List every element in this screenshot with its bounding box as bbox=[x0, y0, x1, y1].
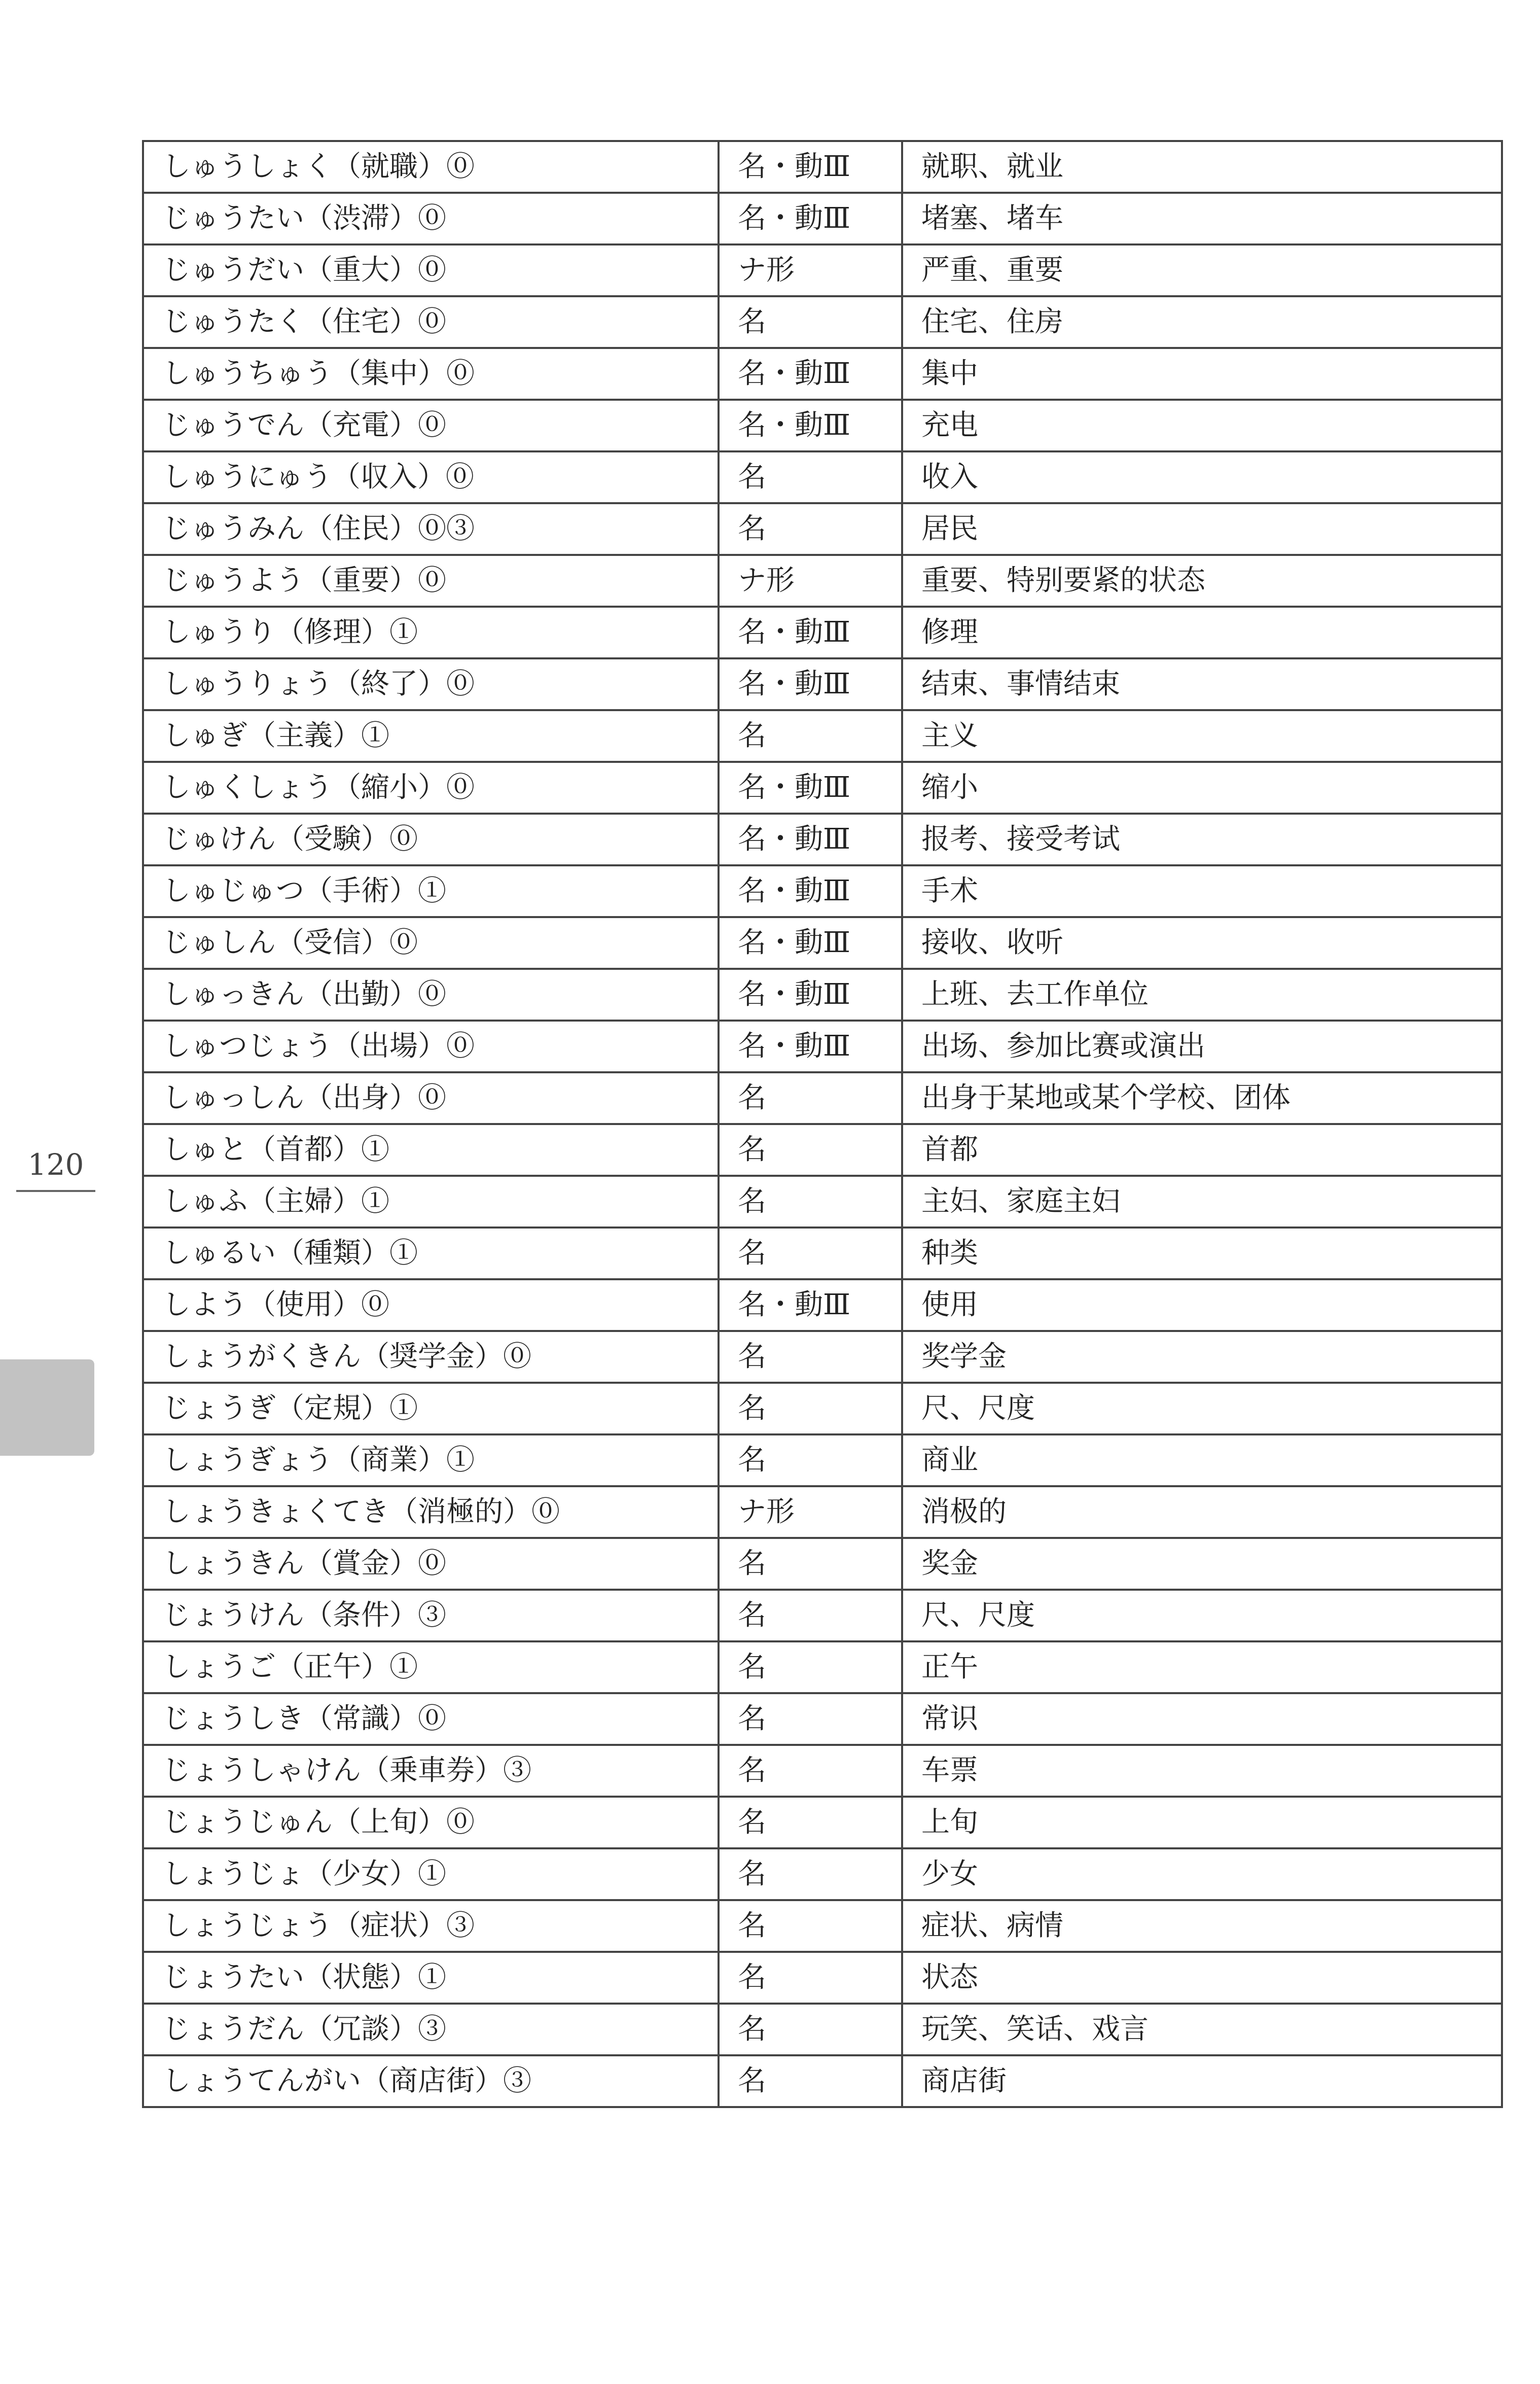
entry-reading: しょうご（正午）① bbox=[143, 1641, 719, 1693]
entry-meaning: 商店街 bbox=[902, 2055, 1502, 2107]
entry-reading: しゅうしょく（就職）⓪ bbox=[143, 141, 719, 193]
entry-part-of-speech: 名 bbox=[719, 1072, 902, 1124]
table-row bbox=[143, 1072, 1502, 1124]
entry-meaning: 商业 bbox=[902, 1434, 1502, 1486]
entry-part-of-speech: 名・動Ⅲ bbox=[719, 607, 902, 658]
entry-meaning: 报考、接受考试 bbox=[902, 814, 1502, 865]
entry-part-of-speech: 名 bbox=[719, 1434, 902, 1486]
table-row bbox=[143, 814, 1502, 865]
entry-meaning: 状态 bbox=[902, 1952, 1502, 2004]
entry-reading: じょうぎ（定規）① bbox=[143, 1383, 719, 1434]
entry-reading: じゅしん（受信）⓪ bbox=[143, 917, 719, 969]
entry-reading: しゅうちゅう（集中）⓪ bbox=[143, 348, 719, 400]
table-row bbox=[143, 865, 1502, 917]
entry-part-of-speech: 名 bbox=[719, 1176, 902, 1228]
entry-part-of-speech: 名 bbox=[719, 1538, 902, 1590]
entry-meaning: 正午 bbox=[902, 1641, 1502, 1693]
vocabulary-table-body bbox=[143, 141, 1502, 2107]
entry-part-of-speech: ナ形 bbox=[719, 1486, 902, 1538]
entry-meaning: 修理 bbox=[902, 607, 1502, 658]
entry-meaning: 严重、重要 bbox=[902, 244, 1502, 296]
table-row bbox=[143, 1900, 1502, 1952]
entry-part-of-speech: 名・動Ⅲ bbox=[719, 969, 902, 1021]
entry-meaning: 车票 bbox=[902, 1745, 1502, 1797]
table-row bbox=[143, 193, 1502, 244]
table-row bbox=[143, 1848, 1502, 1900]
entry-reading: じょうしゃけん（乗車券）③ bbox=[143, 1745, 719, 1797]
entry-part-of-speech: 名・動Ⅲ bbox=[719, 1279, 902, 1331]
table-row bbox=[143, 1228, 1502, 1279]
table-row bbox=[143, 1383, 1502, 1434]
entry-reading: しゅっしん（出身）⓪ bbox=[143, 1072, 719, 1124]
entry-reading: しょうてんがい（商店街）③ bbox=[143, 2055, 719, 2107]
entry-part-of-speech: 名・動Ⅲ bbox=[719, 917, 902, 969]
entry-part-of-speech: 名 bbox=[719, 1693, 902, 1745]
table-row bbox=[143, 1486, 1502, 1538]
entry-part-of-speech: 名 bbox=[719, 451, 902, 503]
table-row bbox=[143, 503, 1502, 555]
entry-part-of-speech: 名・動Ⅲ bbox=[719, 348, 902, 400]
entry-reading: しょうきん（賞金）⓪ bbox=[143, 1538, 719, 1590]
entry-part-of-speech: 名・動Ⅲ bbox=[719, 1021, 902, 1072]
table-row bbox=[143, 607, 1502, 658]
entry-meaning: 居民 bbox=[902, 503, 1502, 555]
entry-meaning: 奖金 bbox=[902, 1538, 1502, 1590]
entry-part-of-speech: 名 bbox=[719, 710, 902, 762]
vocabulary-table bbox=[142, 140, 1503, 2108]
entry-meaning: 收入 bbox=[902, 451, 1502, 503]
entry-reading: しゅつじょう（出場）⓪ bbox=[143, 1021, 719, 1072]
entry-reading: しょうじょ（少女）① bbox=[143, 1848, 719, 1900]
table-row bbox=[143, 1279, 1502, 1331]
entry-reading: じょうしき（常識）⓪ bbox=[143, 1693, 719, 1745]
table-row bbox=[143, 451, 1502, 503]
entry-meaning: 首都 bbox=[902, 1124, 1502, 1176]
entry-reading: しゅくしょう（縮小）⓪ bbox=[143, 762, 719, 814]
entry-meaning: 结束、事情结束 bbox=[902, 658, 1502, 710]
entry-reading: しゅうにゅう（収入）⓪ bbox=[143, 451, 719, 503]
table-row bbox=[143, 1124, 1502, 1176]
entry-reading: じゅうたく（住宅）⓪ bbox=[143, 296, 719, 348]
entry-part-of-speech: 名 bbox=[719, 1641, 902, 1693]
entry-reading: じょうじゅん（上旬）⓪ bbox=[143, 1797, 719, 1848]
entry-meaning: 玩笑、笑话、戏言 bbox=[902, 2004, 1502, 2055]
table-row bbox=[143, 1797, 1502, 1848]
entry-reading: じょうたい（状態）① bbox=[143, 1952, 719, 2004]
page-number-rule bbox=[16, 1190, 95, 1192]
entry-part-of-speech: 名・動Ⅲ bbox=[719, 814, 902, 865]
entry-part-of-speech: 名・動Ⅲ bbox=[719, 865, 902, 917]
entry-reading: しゅふ（主婦）① bbox=[143, 1176, 719, 1228]
entry-meaning: 上班、去工作单位 bbox=[902, 969, 1502, 1021]
table-row bbox=[143, 1693, 1502, 1745]
entry-part-of-speech: 名 bbox=[719, 503, 902, 555]
entry-part-of-speech: 名 bbox=[719, 1848, 902, 1900]
page-number: 120 bbox=[27, 1147, 84, 1182]
entry-reading: しょうがくきん（奨学金）⓪ bbox=[143, 1331, 719, 1383]
entry-reading: しゅぎ（主義）① bbox=[143, 710, 719, 762]
entry-meaning: 堵塞、堵车 bbox=[902, 193, 1502, 244]
table-row bbox=[143, 1434, 1502, 1486]
entry-meaning: 就职、就业 bbox=[902, 141, 1502, 193]
entry-part-of-speech: 名・動Ⅲ bbox=[719, 193, 902, 244]
entry-meaning: 症状、病情 bbox=[902, 1900, 1502, 1952]
entry-meaning: 充电 bbox=[902, 400, 1502, 451]
table-row bbox=[143, 1745, 1502, 1797]
entry-reading: しゅじゅつ（手術）① bbox=[143, 865, 719, 917]
entry-meaning: 出身于某地或某个学校、团体 bbox=[902, 1072, 1502, 1124]
entry-reading: じゅけん（受験）⓪ bbox=[143, 814, 719, 865]
entry-reading: しよう（使用）⓪ bbox=[143, 1279, 719, 1331]
table-row bbox=[143, 1538, 1502, 1590]
table-row bbox=[143, 658, 1502, 710]
entry-meaning: 缩小 bbox=[902, 762, 1502, 814]
table-row bbox=[143, 710, 1502, 762]
entry-meaning: 尺、尺度 bbox=[902, 1383, 1502, 1434]
entry-reading: じゅうよう（重要）⓪ bbox=[143, 555, 719, 607]
entry-part-of-speech: 名 bbox=[719, 296, 902, 348]
entry-meaning: 种类 bbox=[902, 1228, 1502, 1279]
entry-meaning: 主妇、家庭主妇 bbox=[902, 1176, 1502, 1228]
entry-reading: しゅるい（種類）① bbox=[143, 1228, 719, 1279]
entry-meaning: 常识 bbox=[902, 1693, 1502, 1745]
entry-meaning: 少女 bbox=[902, 1848, 1502, 1900]
entry-part-of-speech: 名 bbox=[719, 1228, 902, 1279]
table-row bbox=[143, 762, 1502, 814]
entry-reading: しゅっきん（出勤）⓪ bbox=[143, 969, 719, 1021]
entry-meaning: 手术 bbox=[902, 865, 1502, 917]
table-row bbox=[143, 141, 1502, 193]
entry-part-of-speech: 名 bbox=[719, 1900, 902, 1952]
table-row bbox=[143, 1176, 1502, 1228]
entry-reading: しゅうりょう（終了）⓪ bbox=[143, 658, 719, 710]
entry-reading: じょうけん（条件）③ bbox=[143, 1590, 719, 1641]
entry-part-of-speech: 名 bbox=[719, 2055, 902, 2107]
entry-meaning: 上旬 bbox=[902, 1797, 1502, 1848]
chapter-side-tab bbox=[0, 1359, 94, 1456]
entry-meaning: 消极的 bbox=[902, 1486, 1502, 1538]
entry-part-of-speech: 名 bbox=[719, 1331, 902, 1383]
entry-meaning: 奖学金 bbox=[902, 1331, 1502, 1383]
table-row bbox=[143, 400, 1502, 451]
entry-reading: じょうだん（冗談）③ bbox=[143, 2004, 719, 2055]
entry-meaning: 住宅、住房 bbox=[902, 296, 1502, 348]
entry-reading: じゅうたい（渋滞）⓪ bbox=[143, 193, 719, 244]
entry-part-of-speech: 名・動Ⅲ bbox=[719, 762, 902, 814]
entry-part-of-speech: 名・動Ⅲ bbox=[719, 141, 902, 193]
table-row bbox=[143, 244, 1502, 296]
table-row bbox=[143, 2055, 1502, 2107]
entry-part-of-speech: 名・動Ⅲ bbox=[719, 400, 902, 451]
entry-part-of-speech: 名 bbox=[719, 1952, 902, 2004]
entry-reading: しゅと（首都）① bbox=[143, 1124, 719, 1176]
entry-reading: しゅうり（修理）① bbox=[143, 607, 719, 658]
entry-part-of-speech: 名 bbox=[719, 1383, 902, 1434]
table-row bbox=[143, 1641, 1502, 1693]
table-row bbox=[143, 969, 1502, 1021]
entry-part-of-speech: 名 bbox=[719, 1797, 902, 1848]
entry-part-of-speech: 名 bbox=[719, 2004, 902, 2055]
table-row bbox=[143, 917, 1502, 969]
entry-part-of-speech: 名 bbox=[719, 1590, 902, 1641]
table-row bbox=[143, 555, 1502, 607]
entry-reading: じゅうみん（住民）⓪③ bbox=[143, 503, 719, 555]
entry-meaning: 接收、收听 bbox=[902, 917, 1502, 969]
entry-meaning: 重要、特别要紧的状态 bbox=[902, 555, 1502, 607]
entry-reading: じゅうでん（充電）⓪ bbox=[143, 400, 719, 451]
table-row bbox=[143, 1331, 1502, 1383]
table-row bbox=[143, 348, 1502, 400]
entry-reading: じゅうだい（重大）⓪ bbox=[143, 244, 719, 296]
entry-part-of-speech: 名 bbox=[719, 1124, 902, 1176]
table-row bbox=[143, 296, 1502, 348]
entry-meaning: 尺、尺度 bbox=[902, 1590, 1502, 1641]
entry-meaning: 使用 bbox=[902, 1279, 1502, 1331]
entry-reading: しょうぎょう（商業）① bbox=[143, 1434, 719, 1486]
entry-part-of-speech: 名 bbox=[719, 1745, 902, 1797]
entry-meaning: 出场、参加比赛或演出 bbox=[902, 1021, 1502, 1072]
entry-meaning: 主义 bbox=[902, 710, 1502, 762]
table-row bbox=[143, 1952, 1502, 2004]
entry-reading: しょうきょくてき（消極的）⓪ bbox=[143, 1486, 719, 1538]
entry-part-of-speech: ナ形 bbox=[719, 244, 902, 296]
table-row bbox=[143, 1590, 1502, 1641]
table-row bbox=[143, 2004, 1502, 2055]
table-row bbox=[143, 1021, 1502, 1072]
entry-part-of-speech: ナ形 bbox=[719, 555, 902, 607]
entry-part-of-speech: 名・動Ⅲ bbox=[719, 658, 902, 710]
entry-reading: しょうじょう（症状）③ bbox=[143, 1900, 719, 1952]
entry-meaning: 集中 bbox=[902, 348, 1502, 400]
